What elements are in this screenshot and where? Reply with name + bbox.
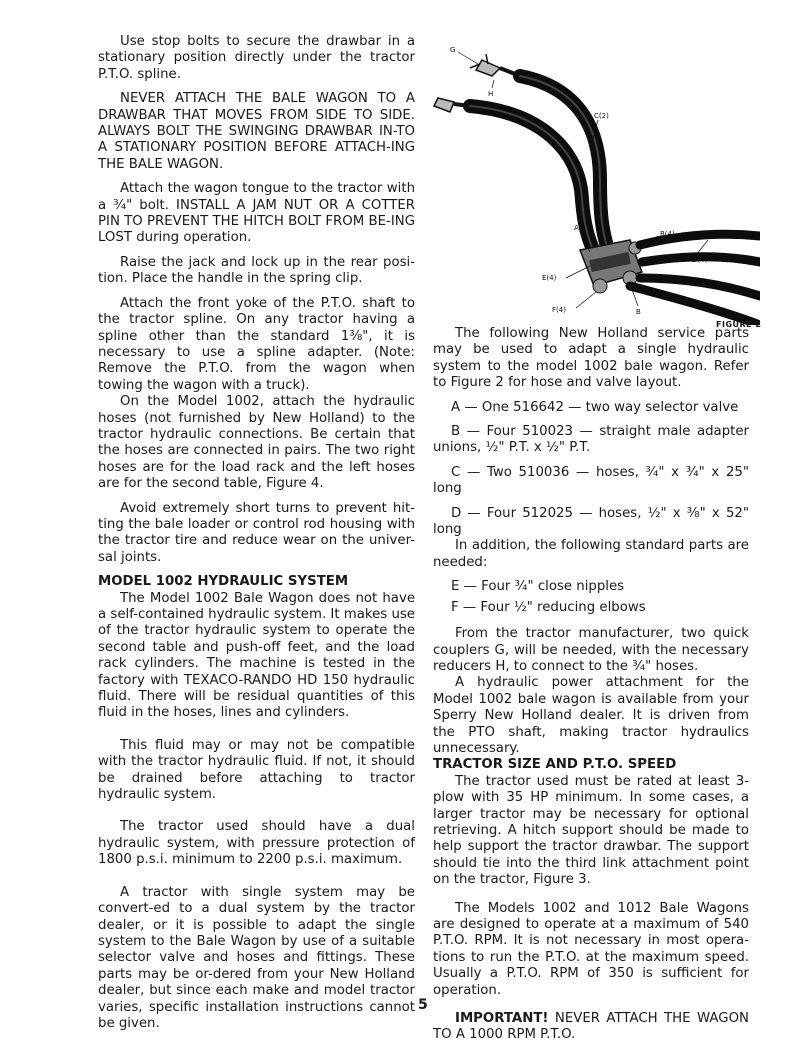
paragraph-stop-bolts: Use stop bolts to secure the drawbar in a stationary position directly under the tractor P.T.O. spline. <box>98 34 415 82</box>
label-c: C(2) <box>594 112 609 120</box>
important-text: NEVER ATTACH THE WAGON TO A 1000 RPM P.T.O. <box>433 1011 749 1043</box>
label-e4: E(4) <box>542 274 557 282</box>
part-item-b: B — Four 510023 — straight male adapter unions, ½" P.T. x ½" P.T. <box>433 424 749 456</box>
label-d4: D(4) <box>692 256 708 264</box>
label-g: G <box>450 46 456 54</box>
part-item-c: C — Two 510036 — hoses, ¾" x ¾" x 25" long <box>433 464 749 497</box>
label-f4: F(4) <box>552 306 566 314</box>
page-number: 5 <box>418 997 428 1013</box>
paragraph-tractor-size: The tractor used must be rated at least 3-plow with 35 HP minimum. In some cases, a larger tractor may be necessary for optional retrieving. A hitch support should be made to help support the tractor drawbar. The support should tie into the third link attachment point on the tractor, Figure 3. <box>433 773 749 888</box>
paragraph-power-attachment: A hydraulic power attachment for the Model 1002 bale wagon is available from your Sperry New Holland dealer. It is driven from the PTO shaft, making tractor hydraulics unnecessary. <box>433 675 749 756</box>
paragraph-pto-speed: The Models 1002 and 1012 Bale Wagons are designed to operate at a maximum of 540 P.T.O. RPM. It is not necessary in most opera-tions to run the P.T.O. at the maximum speed. Usually a P.T.O. RPM of 350 is sufficient for operation. <box>433 900 749 998</box>
paragraph-dual-system: The tractor used should have a dual hydraulic system, with pressure protection of 1800 p.s.i. minimum to 2200 p.s.i. maximum. <box>98 819 415 868</box>
figure-caption: FIGURE 2 <box>716 320 762 329</box>
label-a: A <box>574 224 579 232</box>
part-item-e: E — Four ¾" close nipples <box>451 579 625 595</box>
label-h: H <box>488 90 494 98</box>
paragraph-pto-yoke: Attach the front yoke of the P.T.O. shaft to the tractor spline. On any tractor having a spline other than the standard 1⅜", it is necessary to use a spline adapter. (Note: Remove the P.T.O. from the wagon when towing the wagon with a truck). <box>98 295 415 393</box>
paragraph-hydraulic-hoses: On the Model 1002, attach the hydraulic hoses (not furnished by New Holland) to the tractor hydraulic connections. Be certain that the hoses are connected in pairs. The two right hoses are for the load rack and the left hoses are for the second table, Figure 4. <box>98 394 415 492</box>
paragraph-single-system: A tractor with single system may be convert-ed to a dual system by the tractor dealer, or it is possible to adapt the single system to the Bale Wagon by use of a suitable selector valve and hoses and fittings. These parts may be or-dered from your New Holland dealer, but since each make and model tractor varies, specific installation instructions cannot be given. <box>98 884 415 1031</box>
part-item-f: F — Four ½" reducing elbows <box>451 599 646 615</box>
hose-d-icon <box>630 234 760 325</box>
paragraph-fluid-compat: This fluid may or may not be compatible with the tractor hydraulic fluid. If not, it should be drained before attaching to tractor hydraulic system. <box>98 737 415 803</box>
paragraph-service-parts: The following New Holland service parts may be used to adapt a single hydraulic system to the model 1002 bale wagon. Refer to Figure 2 for hose and valve layout. <box>433 326 749 391</box>
right-column <box>433 326 749 1044</box>
wagon-tongue-text: Attach the wagon tongue to the tractor with a ¾" bolt. <box>98 181 415 213</box>
label-b: B <box>636 308 641 316</box>
paragraph-jack: Raise the jack and lock up in the rear posi-tion. Place the handle in the spring clip. <box>98 254 415 287</box>
part-item-d: D — Four 512025 — hoses, ½" x ⅜" x 52" long <box>433 505 749 538</box>
paragraph-standard-parts: In addition, the following standard parts are needed: <box>433 538 749 570</box>
wagon-tongue-warning: INSTALL A JAM NUT OR A COTTER PIN TO PREVENT THE HITCH BOLT FROM BE-ING LOST <box>98 197 416 246</box>
hose-c-icon <box>470 76 608 252</box>
heading-hydraulic-system: MODEL 1002 HYDRAULIC SYSTEM <box>98 574 349 590</box>
label-b4: B(4) <box>660 230 675 238</box>
paragraph-hydraulic-system: The Model 1002 Bale Wagon does not have a self-contained hydraulic system. It makes use of the tractor hydraulic system to operate the second table and push-off feet, and the load rack cylinders. The machine is tested in the factory with TEXACO-RANDO HD 150 hydraulic fluid. There will be residual quantities of this fluid in the hoses, lines and cylinders. <box>98 590 415 721</box>
important-label: IMPORTANT! <box>455 1011 549 1027</box>
figure-hydraulic-layout <box>430 40 760 325</box>
paragraph-turns: Avoid extremely short turns to prevent hit-ting the bale loader or control rod housing with the tractor tire and reduce wear on the univer-sal joints. <box>98 500 415 565</box>
paragraph-wagon-tongue <box>98 181 415 247</box>
important-warning <box>433 1011 749 1044</box>
wagon-tongue-end: during operation. <box>131 230 252 246</box>
heading-tractor-size: TRACTOR SIZE AND P.T.O. SPEED <box>433 757 677 773</box>
warning-drawbar: NEVER ATTACH THE BALE WAGON TO A DRAWBAR THAT MOVES FROM SIDE TO SIDE. ALWAYS BOLT THE SWINGING DRAWBAR IN-TO A STATIONARY POSITION BEFORE ATTACH-ING THE BALE WAGON. <box>98 91 415 172</box>
paragraph-couplers: From the tractor manufacturer, two quick couplers G, will be needed, with the necessary reducers H, to connect to the ¾" hoses. <box>433 626 749 674</box>
left-column <box>98 34 415 1032</box>
part-item-a: A — One 516642 — two way selector valve <box>451 399 739 415</box>
